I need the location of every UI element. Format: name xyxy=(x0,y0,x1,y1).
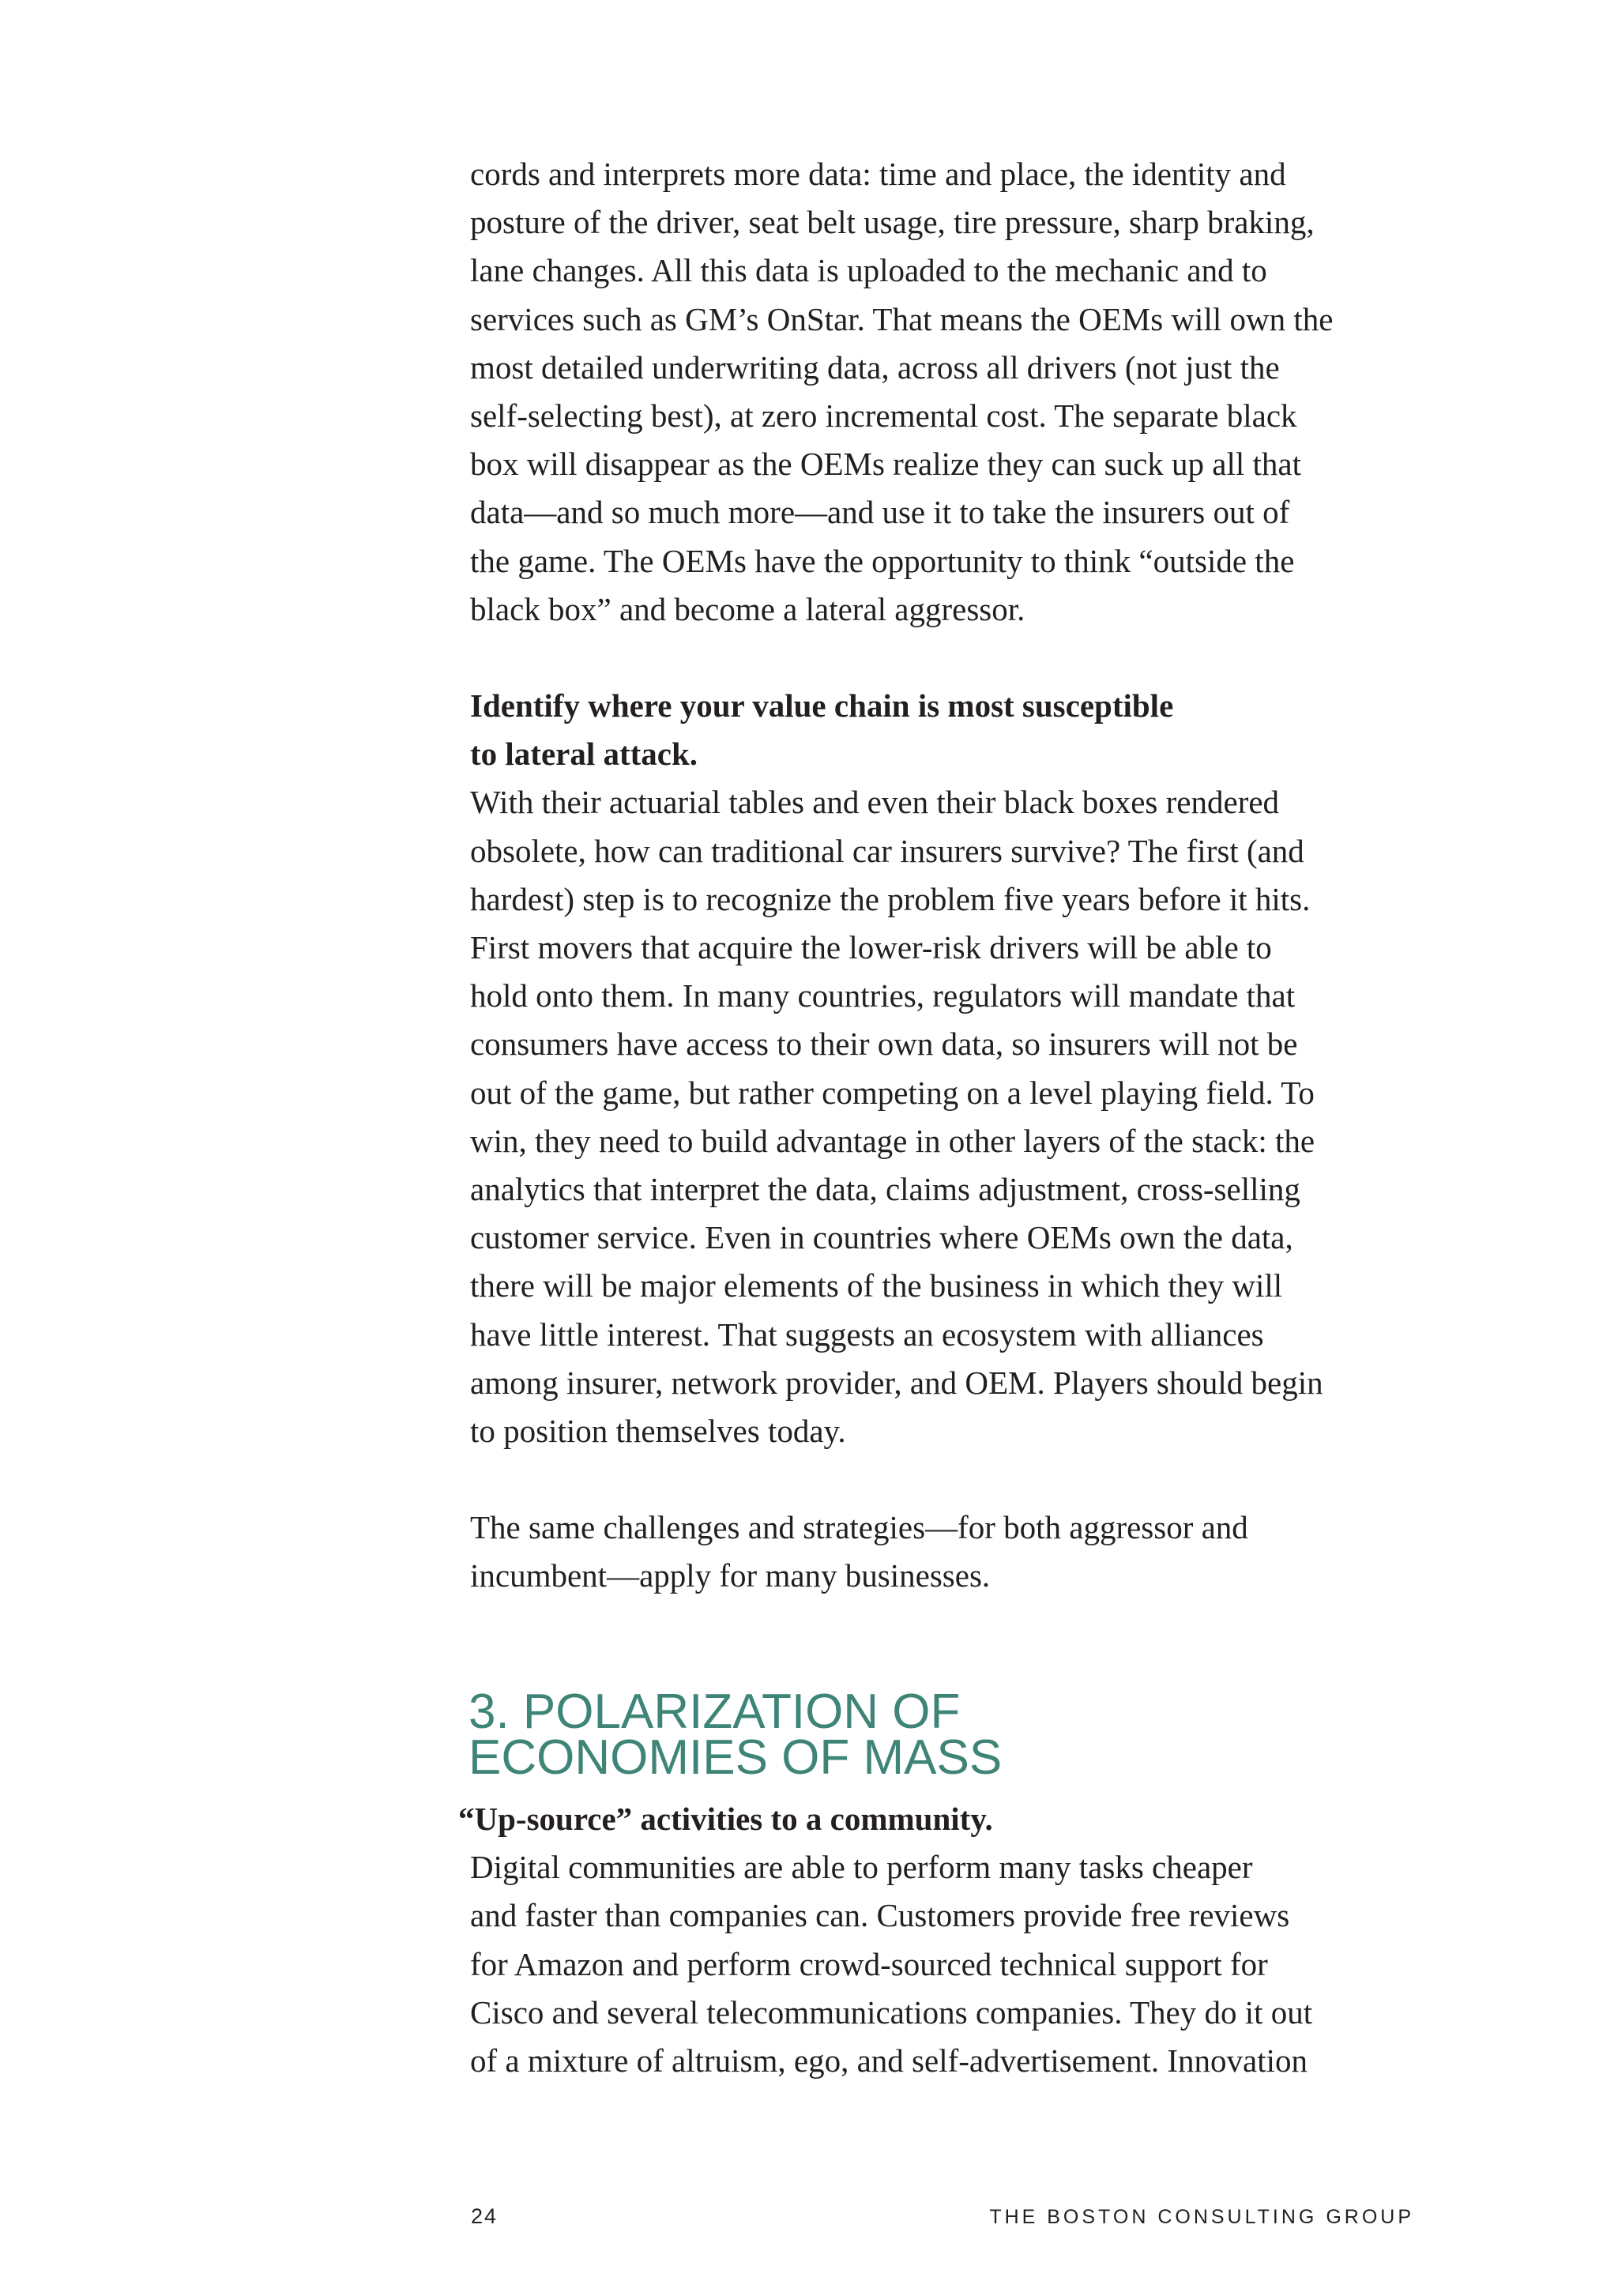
text-line: to lateral attack. xyxy=(470,736,698,773)
text-line: among insurer, network provider, and OEM. Players should begin xyxy=(470,1364,1323,1401)
footer-organization: THE BOSTON CONSULTING GROUP xyxy=(989,2206,1414,2228)
text-line: First movers that acquire the lower-risk drivers will be able to xyxy=(470,929,1272,966)
text-line: posture of the driver, seat belt usage, tire pressure, sharp braking, xyxy=(470,204,1315,241)
text-line: the game. The OEMs have the opportunity to think “outside the xyxy=(470,542,1295,579)
paragraph-oem-data xyxy=(470,150,1418,634)
text-line: for Amazon and perform crowd-sourced technical support for xyxy=(470,1945,1268,1982)
section-title-line: 3. POLARIZATION OF xyxy=(468,1684,961,1739)
main-text-column xyxy=(470,150,1418,1601)
paragraph-digital-communities xyxy=(470,1843,1422,2085)
text-line: customer service. Even in countries where OEMs own the data, xyxy=(470,1219,1293,1256)
text-line: Identify where your value chain is most susceptible xyxy=(470,687,1174,725)
text-line: have little interest. That suggests an ecosystem with alliances xyxy=(470,1315,1264,1353)
text-line: black box” and become a lateral aggressor. xyxy=(470,590,1025,627)
text-line: of a mixture of altruism, ego, and self-advertisement. Innovation xyxy=(470,2042,1308,2080)
text-line: services such as GM’s OnStar. That means the OEMs will own the xyxy=(470,300,1334,337)
text-line: Digital communities are able to perform many tasks cheaper xyxy=(470,1849,1253,1886)
page-number: 24 xyxy=(471,2204,499,2228)
subheading-value-chain xyxy=(470,682,1418,778)
text-line: cords and interprets more data: time and place, the identity and xyxy=(470,156,1286,192)
text-line: out of the game, but rather competing on a level playing field. To xyxy=(470,1074,1315,1111)
section-title-line: ECONOMIES OF MASS xyxy=(468,1730,1003,1785)
subheading-up-source: “Up-source” activities to a community. xyxy=(458,1801,993,1837)
paragraph-insurers-survive xyxy=(470,778,1418,1455)
paragraph-spacer xyxy=(470,634,1418,682)
text-line: and faster than companies can. Customers provide free reviews xyxy=(470,1897,1290,1934)
text-line: consumers have access to their own data, so insurers will not be xyxy=(470,1026,1298,1063)
section-body xyxy=(458,1795,1422,2085)
text-line: analytics that interpret the data, claims adjustment, cross-selling xyxy=(470,1171,1300,1208)
text-line: to position themselves today. xyxy=(470,1413,846,1450)
text-line: data—and so much more—and use it to take the insurers out of xyxy=(470,494,1290,531)
text-line: box will disappear as the OEMs realize they can suck up all that xyxy=(470,446,1302,483)
text-line: hardest) step is to recognize the problem five years before it hits. xyxy=(470,880,1311,917)
text-line: Cisco and several telecommunications companies. They do it out xyxy=(470,1993,1313,2031)
section-title xyxy=(468,1684,1003,1785)
paragraph-spacer xyxy=(470,1455,1418,1504)
text-line: obsolete, how can traditional car insurers survive? The first (and xyxy=(470,832,1304,869)
text-line: lane changes. All this data is uploaded to the mechanic and to xyxy=(470,252,1267,289)
text-line: win, they need to build advantage in other layers of the stack: the xyxy=(470,1122,1315,1159)
paragraph-same-challenges xyxy=(470,1504,1418,1600)
text-line: incumbent—apply for many businesses. xyxy=(470,1557,991,1594)
text-line: hold onto them. In many countries, regulators will mandate that xyxy=(470,977,1296,1014)
text-line: With their actuarial tables and even their black boxes rendered xyxy=(470,784,1280,821)
text-line: The same challenges and strategies—for both aggressor and xyxy=(470,1509,1248,1546)
text-line: there will be major elements of the business in which they will xyxy=(470,1267,1283,1304)
text-line: self-selecting best), at zero incremental cost. The separate black xyxy=(470,397,1297,435)
text-line: most detailed underwriting data, across all drivers (not just the xyxy=(470,348,1280,386)
